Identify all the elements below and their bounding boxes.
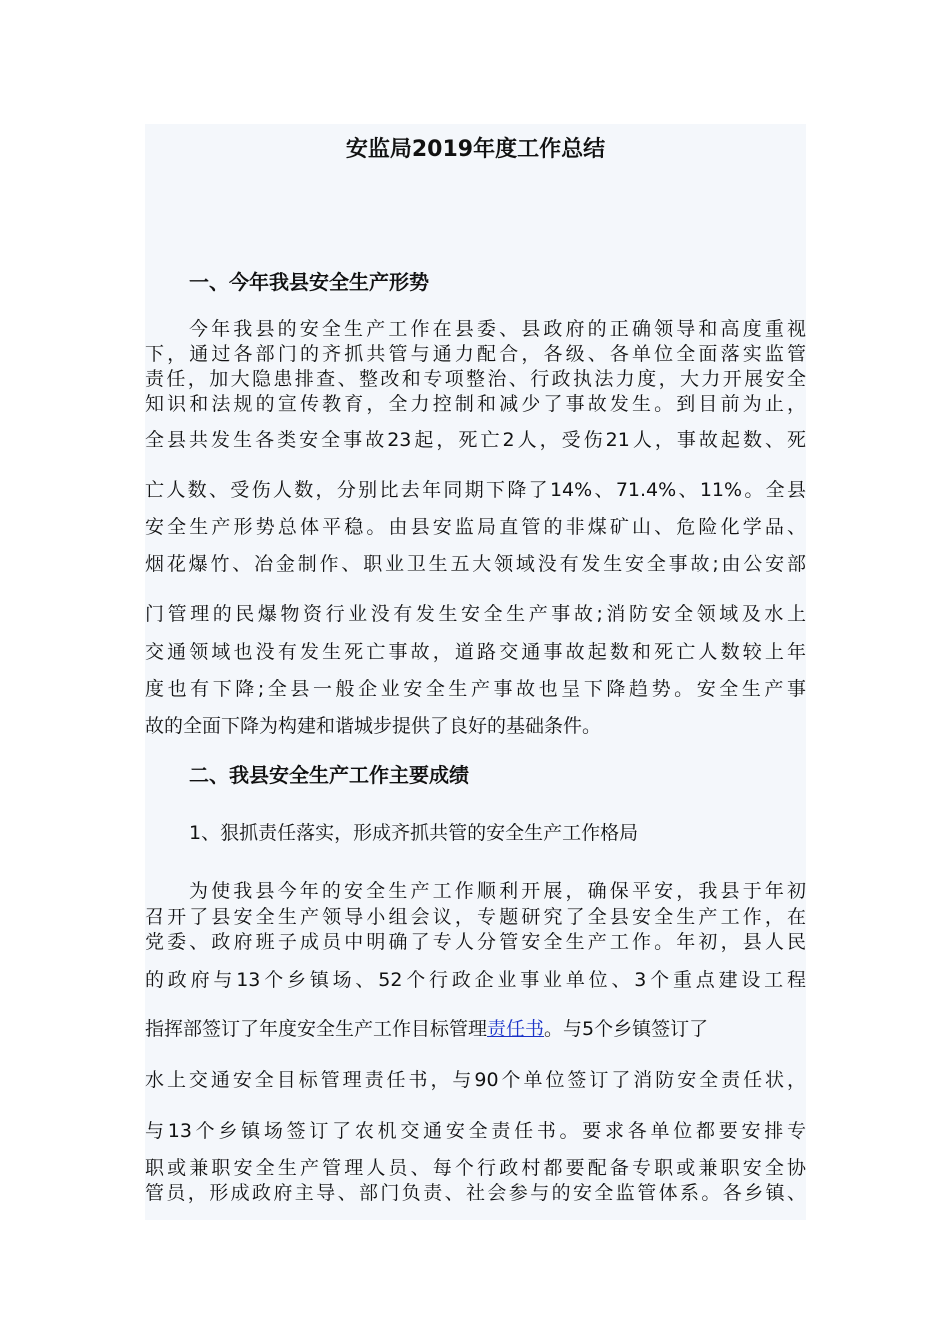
paragraph-line: 的政府与13个乡镇场、52个行政企业事业单位、3个重点建设工程 — [145, 969, 806, 991]
link-line-after: 。与5个乡镇签订了 — [544, 1018, 709, 1040]
document-page — [145, 124, 806, 1220]
document-title: 安监局2019年度工作总结 — [345, 137, 606, 162]
paragraph-line: 职或兼职安全生产管理人员、每个行政村都要配备专职或兼职安全协 — [145, 1157, 806, 1179]
paragraph-line: 召开了县安全生产领导小组会议，专题研究了全县安全生产工作，在 — [145, 906, 806, 928]
paragraph-line: 亡人数、受伤人数，分别比去年同期下降了14%、71.4%、11%。全县 — [145, 479, 806, 501]
paragraph-line: 责任，加大隐患排查、整改和专项整治、行政执法力度，大力开展安全 — [145, 368, 806, 390]
paragraph-line: 与13个乡镇场签订了农机交通安全责任书。要求各单位都要安排专 — [145, 1120, 806, 1142]
paragraph-line: 安全生产形势总体平稳。由县安监局直管的非煤矿山、危险化学品、 — [145, 516, 806, 538]
responsibility-letter-link[interactable]: 责任书 — [487, 1018, 545, 1040]
paragraph-line: 知识和法规的宣传教育，全力控制和减少了事故发生。到目前为止， — [145, 393, 806, 415]
paragraph-line: 度也有下降;全县一般企业安全生产事故也呈下降趋势。安全生产事 — [145, 678, 806, 700]
paragraph-line: 烟花爆竹、冶金制作、职业卫生五大领域没有发生安全事故;由公安部 — [145, 553, 806, 575]
paragraph-line: 全县共发生各类安全事故23起，死亡2人，受伤21人，事故起数、死 — [145, 429, 806, 451]
paragraph-line: 下，通过各部门的齐抓共管与通力配合，各级、各单位全面落实监管 — [145, 343, 806, 365]
paragraph-line: 故的全面下降为构建和谐城步提供了良好的基础条件。 — [145, 715, 602, 737]
section-heading-2: 二、我县安全生产工作主要成绩 — [189, 763, 469, 787]
paragraph-line-with-link — [145, 1016, 806, 1042]
paragraph-line: 管员，形成政府主导、部门负责、社会参与的安全监管体系。各乡镇、 — [145, 1182, 806, 1204]
subheading-1: 1、狠抓责任落实，形成齐抓共管的安全生产工作格局 — [189, 822, 639, 844]
paragraph-line: 今年我县的安全生产工作在县委、县政府的正确领导和高度重视 — [189, 318, 806, 340]
paragraph-line: 水上交通安全目标管理责任书，与90个单位签订了消防安全责任状， — [145, 1069, 806, 1091]
paragraph-line: 交通领域也没有发生死亡事故，道路交通事故起数和死亡人数较上年 — [145, 641, 806, 663]
paragraph-line: 门管理的民爆物资行业没有发生安全生产事故;消防安全领域及水上 — [145, 603, 806, 625]
paragraph-line: 党委、政府班子成员中明确了专人分管安全生产工作。年初，县人民 — [145, 931, 806, 953]
paragraph-line: 为使我县今年的安全生产工作顺利开展，确保平安，我县于年初 — [189, 880, 806, 902]
section-heading-1: 一、今年我县安全生产形势 — [189, 270, 429, 294]
link-line-before: 指挥部签订了年度安全生产工作目标管理 — [145, 1018, 488, 1040]
